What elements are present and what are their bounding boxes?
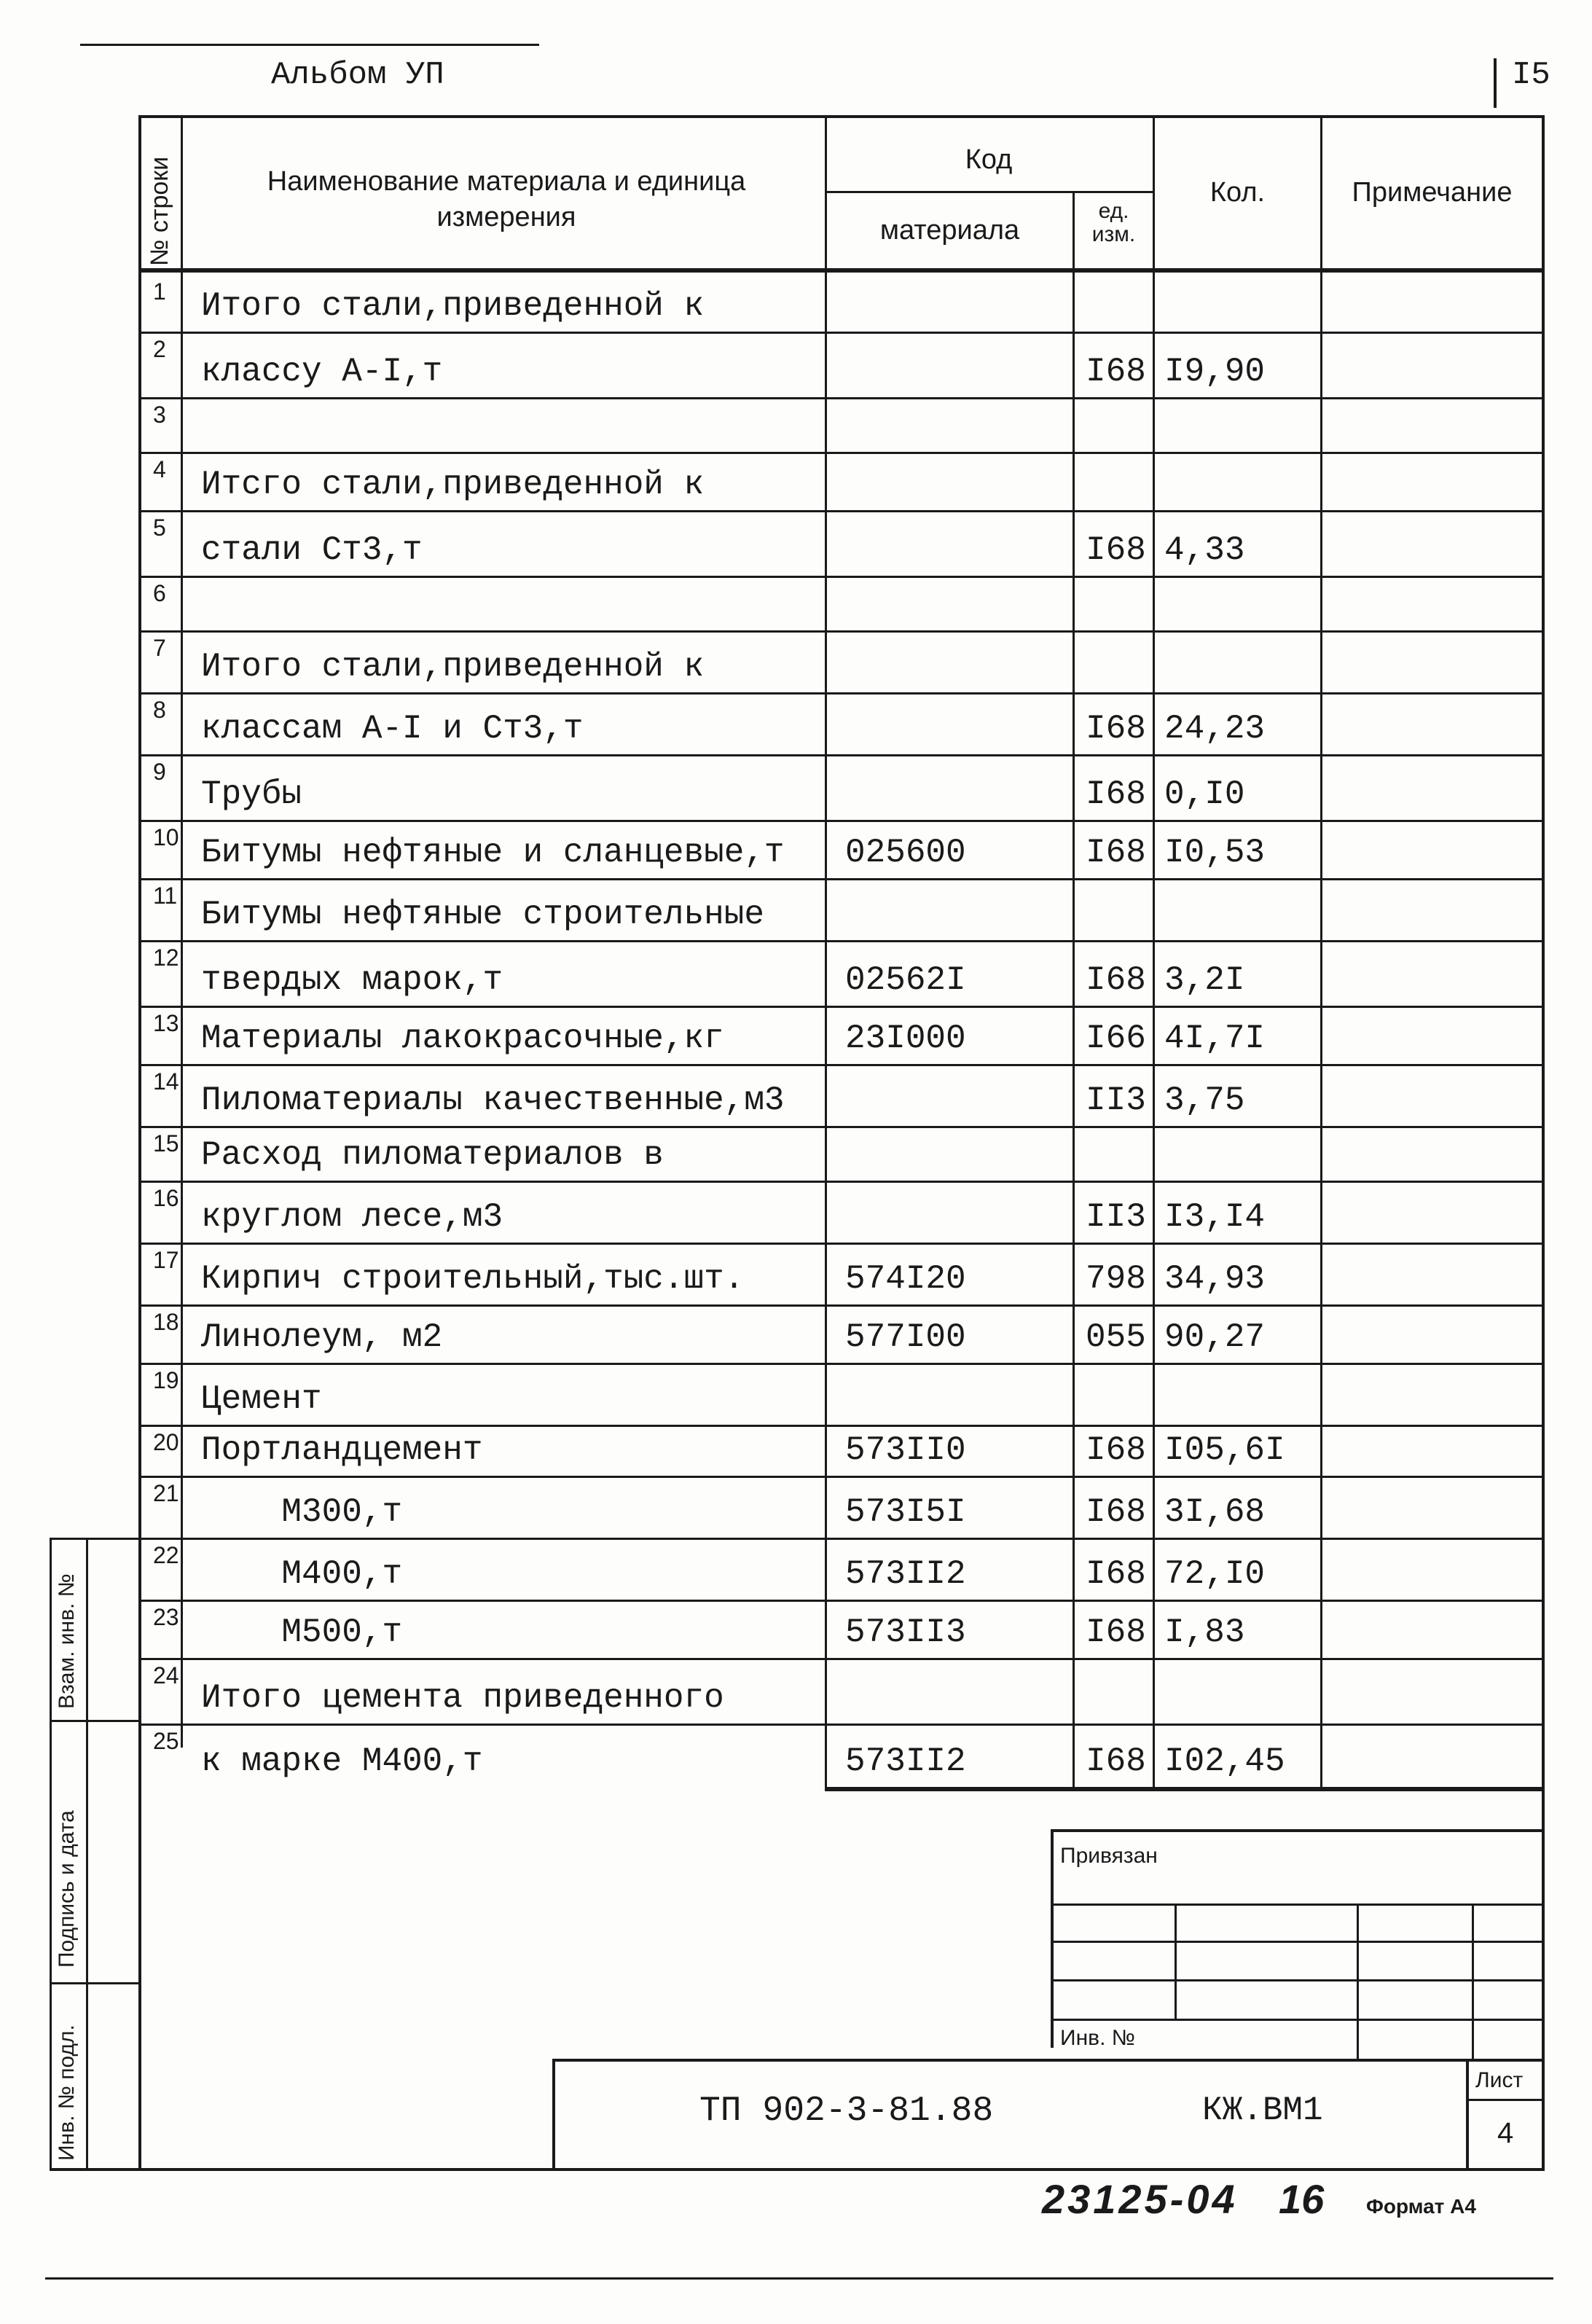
material-name: Цемент bbox=[201, 1380, 322, 1418]
material-name: Битумы нефтяные строительные bbox=[201, 896, 764, 934]
unit-code: 055 bbox=[1086, 1318, 1146, 1356]
row-number: 4 bbox=[153, 456, 166, 482]
material-name: классу А-I,т bbox=[201, 353, 443, 391]
top-rule bbox=[80, 44, 539, 46]
quantity: I0,53 bbox=[1164, 834, 1266, 872]
stamp-h1 bbox=[1051, 1904, 1545, 1906]
unit-code: I68 bbox=[1086, 1555, 1146, 1593]
row-divider bbox=[138, 1126, 1545, 1128]
stamp-top bbox=[1051, 1829, 1545, 1832]
row-divider bbox=[138, 692, 1545, 695]
row-number: 25 bbox=[153, 1728, 179, 1754]
row-divider bbox=[138, 754, 1545, 756]
row-divider bbox=[138, 452, 1545, 454]
row-number: 21 bbox=[153, 1480, 179, 1506]
row-number: 23 bbox=[153, 1604, 179, 1630]
name-col-border bbox=[825, 115, 827, 1791]
row-divider bbox=[138, 1724, 1545, 1726]
bottom-rule bbox=[45, 2277, 1553, 2280]
quantity: 4I,7I bbox=[1164, 1020, 1266, 1057]
main-stamp-left bbox=[552, 2059, 555, 2170]
material-name: Итого стали,приведенной к bbox=[201, 287, 705, 325]
material-code: 025600 bbox=[845, 834, 966, 872]
unit-code: I68 bbox=[1086, 353, 1146, 391]
material-name: круглом лесе,м3 bbox=[201, 1198, 503, 1236]
sheet-col-border bbox=[1466, 2059, 1469, 2170]
material-name: Итого цемента приведенного bbox=[201, 1679, 724, 1717]
material-name: Расход пиломатериалов в bbox=[201, 1136, 664, 1174]
stamp-left bbox=[1051, 1829, 1054, 2048]
row-divider bbox=[138, 878, 1545, 880]
side-stamp-div2 bbox=[50, 1982, 141, 1984]
row-divider bbox=[138, 576, 1545, 578]
quantity: 3,2I bbox=[1164, 961, 1245, 999]
inv-no-label: Инв. № bbox=[1060, 2026, 1135, 2050]
material-name: стали Ст3,т bbox=[201, 531, 423, 569]
material-name: М500,т bbox=[201, 1613, 403, 1651]
side-stamp-mid bbox=[86, 1538, 88, 2170]
row-divider bbox=[138, 1538, 1545, 1540]
row-number: 1 bbox=[153, 278, 166, 305]
stamp-h3 bbox=[1051, 1979, 1545, 1981]
quantity: 0,I0 bbox=[1164, 775, 1245, 813]
rowno-col-border bbox=[181, 115, 183, 1748]
row-number: 2 bbox=[153, 336, 166, 362]
row-divider bbox=[138, 1476, 1545, 1478]
quantity: 72,I0 bbox=[1164, 1555, 1266, 1593]
quantity: I,83 bbox=[1164, 1613, 1245, 1651]
unit-code: I68 bbox=[1086, 1431, 1146, 1469]
row-divider bbox=[138, 1243, 1545, 1245]
unit-code: I68 bbox=[1086, 1613, 1146, 1651]
footer-format: Формат А4 bbox=[1366, 2195, 1476, 2218]
quantity: I02,45 bbox=[1164, 1742, 1285, 1780]
row-divider bbox=[138, 1006, 1545, 1008]
sheet-number: 4 bbox=[1497, 2117, 1514, 2149]
row-number: 10 bbox=[153, 824, 179, 850]
row-number: 7 bbox=[153, 635, 166, 661]
quantity: 90,27 bbox=[1164, 1318, 1266, 1356]
sheet-label: Лист bbox=[1475, 2068, 1524, 2092]
row-number: 17 bbox=[153, 1247, 179, 1273]
stamp-v2 bbox=[1357, 1904, 1359, 2060]
material-code: 574I20 bbox=[845, 1260, 966, 1298]
stamp-v1 bbox=[1175, 1904, 1177, 2019]
unit-code: I68 bbox=[1086, 1742, 1146, 1780]
row-number: 3 bbox=[153, 402, 166, 428]
unit-code: I68 bbox=[1086, 531, 1146, 569]
material-name: Битумы нефтяные и сланцевые,т bbox=[201, 834, 785, 872]
row-divider bbox=[138, 1304, 1545, 1307]
quantity: I3,I4 bbox=[1164, 1198, 1266, 1236]
material-code: 577I00 bbox=[845, 1318, 966, 1356]
quantity: I05,6I bbox=[1164, 1431, 1285, 1469]
name-header: Наименование материала и единица измерения bbox=[267, 166, 746, 233]
frame-right-border bbox=[1542, 115, 1545, 2170]
album-title: Альбом УП bbox=[271, 57, 444, 93]
podpis-label: Подпись и дата bbox=[55, 1810, 79, 1968]
frame-left-border bbox=[138, 115, 141, 2170]
unit-code: II3 bbox=[1086, 1081, 1146, 1119]
table-top-border bbox=[138, 115, 1545, 118]
row-number: 9 bbox=[153, 759, 166, 785]
row-number: 19 bbox=[153, 1367, 179, 1393]
code-sub-border bbox=[825, 191, 1153, 193]
main-stamp-top bbox=[552, 2059, 1545, 2062]
row-divider bbox=[138, 397, 1545, 399]
row-number: 16 bbox=[153, 1185, 179, 1211]
unit-code: II3 bbox=[1086, 1198, 1146, 1236]
row-divider bbox=[138, 510, 1545, 512]
stamp-v3 bbox=[1472, 1904, 1474, 2060]
designation: ТП 902-3-81.88 bbox=[699, 2092, 994, 2131]
sheet-divider bbox=[1466, 2099, 1545, 2101]
row-number: 20 bbox=[153, 1429, 179, 1455]
code-header: Код bbox=[965, 144, 1013, 175]
note-header: Примечание bbox=[1352, 177, 1513, 208]
row-number: 22 bbox=[153, 1542, 179, 1568]
material-name: классам А-I и Ст3,т bbox=[201, 710, 584, 748]
row-divider bbox=[138, 820, 1545, 822]
qty-col-border bbox=[1320, 115, 1322, 1791]
side-stamp-left bbox=[50, 1538, 52, 2170]
unit-code: I68 bbox=[1086, 710, 1146, 748]
unit-code: I68 bbox=[1086, 1493, 1146, 1531]
unit-code: I68 bbox=[1086, 775, 1146, 813]
quantity: I9,90 bbox=[1164, 353, 1266, 391]
unit-col-border bbox=[1153, 115, 1155, 1791]
material-name: Кирпич строительный,тыс.шт. bbox=[201, 1260, 745, 1298]
material-code: 573II3 bbox=[845, 1613, 966, 1651]
row-number: 15 bbox=[153, 1130, 179, 1157]
unit-code: 798 bbox=[1086, 1260, 1146, 1298]
privyazan-label: Привязан bbox=[1060, 1844, 1158, 1868]
material-name: Трубы bbox=[201, 775, 302, 813]
stamp-h4 bbox=[1051, 2019, 1545, 2021]
material-col-border bbox=[1073, 191, 1075, 1791]
material-name: Итого стали,приведенной к bbox=[201, 648, 705, 686]
row-divider bbox=[138, 940, 1545, 942]
row-number: 24 bbox=[153, 1662, 179, 1689]
row-number: 18 bbox=[153, 1309, 179, 1335]
row-divider bbox=[138, 332, 1545, 334]
row-number: 12 bbox=[153, 944, 179, 971]
row-number: 13 bbox=[153, 1010, 179, 1036]
quantity: 34,93 bbox=[1164, 1260, 1266, 1298]
side-stamp-top bbox=[50, 1538, 141, 1540]
footer-number: 23125-04 bbox=[1042, 2176, 1238, 2222]
material-code: 02562I bbox=[845, 961, 966, 999]
material-name: Линолеум, м2 bbox=[201, 1318, 443, 1356]
material-code: 23I000 bbox=[845, 1020, 966, 1057]
unit-code: I66 bbox=[1086, 1020, 1146, 1057]
quantity: 3I,68 bbox=[1164, 1493, 1266, 1531]
page-number: I5 bbox=[1512, 57, 1550, 93]
material-name: М300,т bbox=[201, 1493, 403, 1531]
drawing-code: КЖ.ВМ1 bbox=[1202, 2092, 1323, 2129]
qty-header: Кол. bbox=[1209, 177, 1266, 208]
material-code: 573II2 bbox=[845, 1555, 966, 1593]
frame-bottom-border bbox=[50, 2168, 1545, 2171]
body-bottom-border bbox=[825, 1787, 1545, 1791]
unit-code: I68 bbox=[1086, 834, 1146, 872]
material-name: М400,т bbox=[201, 1555, 403, 1593]
side-stamp-div1 bbox=[50, 1720, 141, 1722]
quantity: 24,23 bbox=[1164, 710, 1266, 748]
row-divider bbox=[138, 1181, 1545, 1183]
quantity: 4,33 bbox=[1164, 531, 1245, 569]
material-name: твердых марок,т bbox=[201, 961, 503, 999]
material-name: Портландцемент bbox=[201, 1431, 483, 1469]
row-number: 8 bbox=[153, 697, 166, 723]
rowno-header: № строки bbox=[146, 156, 173, 266]
row-divider bbox=[138, 1363, 1545, 1365]
row-number: 14 bbox=[153, 1068, 179, 1095]
unit-header: ед. изм. bbox=[1091, 199, 1136, 246]
row-divider bbox=[138, 1425, 1545, 1427]
page-number-divider bbox=[1494, 58, 1497, 108]
material-code: 573II0 bbox=[845, 1431, 966, 1469]
material-name: Пиломатериалы качественные,м3 bbox=[201, 1081, 785, 1119]
header-bottom-border bbox=[138, 268, 1545, 273]
material-header: материала bbox=[879, 215, 1020, 246]
unit-code: I68 bbox=[1086, 961, 1146, 999]
row-divider bbox=[138, 1064, 1545, 1066]
footer-sub: 16 bbox=[1279, 2176, 1325, 2222]
inv-label: Инв. № подл. bbox=[55, 2024, 79, 2161]
row-divider bbox=[138, 1600, 1545, 1602]
row-number: 6 bbox=[153, 580, 166, 606]
row-number: 5 bbox=[153, 515, 166, 541]
material-name: Итсго стали,приведенной к bbox=[201, 466, 705, 504]
material-name: к марке М400,т bbox=[201, 1742, 483, 1780]
stamp-h2 bbox=[1051, 1941, 1545, 1943]
material-name: Материалы лакокрасочные,кг bbox=[201, 1020, 724, 1057]
material-code: 573II2 bbox=[845, 1742, 966, 1780]
vzam-label: Взам. инв. № bbox=[55, 1573, 79, 1709]
row-divider bbox=[138, 1658, 1545, 1660]
row-number: 11 bbox=[153, 883, 178, 909]
row-divider bbox=[138, 630, 1545, 633]
material-code: 573I5I bbox=[845, 1493, 966, 1531]
quantity: 3,75 bbox=[1164, 1081, 1245, 1119]
